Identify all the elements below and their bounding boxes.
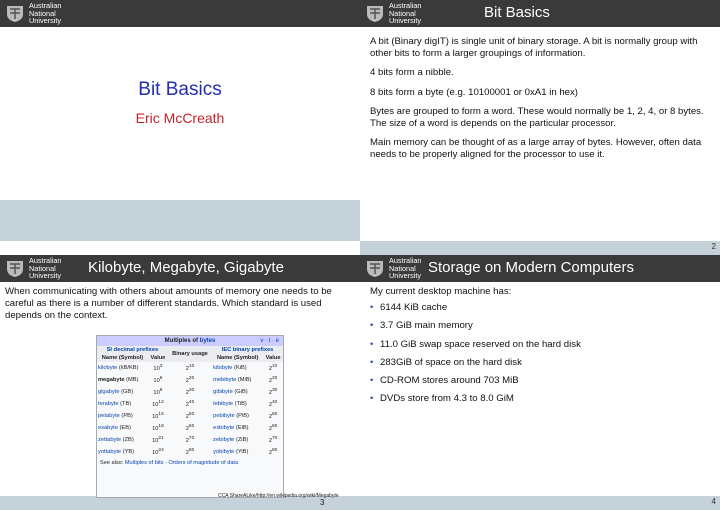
power-exponent: 50	[272, 412, 278, 418]
power-base: 10	[152, 425, 159, 432]
table-row	[97, 374, 283, 386]
power-base: 2	[268, 365, 273, 372]
presentation-title: Bit Basics	[138, 79, 222, 100]
power-exponent: 80	[188, 448, 195, 454]
list-item: • 6144 KiB cache	[370, 302, 712, 314]
power-base: 2	[185, 365, 189, 372]
col-name: Name (Symbol)	[97, 354, 148, 362]
crest-icon	[5, 3, 25, 23]
table-row	[97, 362, 283, 374]
power-cell	[168, 386, 212, 398]
paragraph: When communicating with others about amounts of memory one needs to be careful as there is a number of different standards. Which standard is used depends on the context.	[5, 286, 332, 322]
paragraph: Bytes are grouped to form a word. These would normally be 1, 2, 4, or 8 bytes. The size of a word is depends on the particular processor.	[370, 105, 704, 130]
power-exponent: 9	[159, 388, 163, 394]
slide-footer	[360, 496, 720, 510]
paragraph: A bit (Binary digIT) is single unit of binary storage. A bit is normally group with other bits to form a larger groupings of information.	[370, 36, 698, 60]
power-base: 2	[185, 437, 189, 444]
university-line: Australian	[389, 256, 422, 265]
list-item: • 3.7 GiB main memory	[370, 320, 712, 332]
slide-bit-basics	[360, 0, 720, 255]
power-cell	[263, 434, 283, 446]
prefix-link[interactable]: megabyte	[98, 377, 125, 383]
bytes-link[interactable]: bytes	[199, 338, 216, 344]
table-cell	[212, 386, 263, 398]
power-base: 2	[268, 437, 273, 444]
see-also	[97, 458, 283, 468]
power-base: 2	[268, 425, 273, 432]
power-cell	[263, 362, 283, 374]
power-cell	[263, 410, 283, 422]
power-exponent: 70	[272, 436, 278, 442]
power-exponent: 20	[272, 376, 278, 382]
see-also-label: See also:	[100, 460, 125, 466]
power-base: 10	[153, 389, 160, 396]
power-base: 10	[153, 377, 160, 384]
power-cell	[148, 398, 168, 410]
power-base: 2	[268, 449, 273, 456]
prefix-link[interactable]: yottabyte	[98, 449, 122, 455]
prefix-symbol: (YiB)	[235, 449, 249, 455]
prefix-symbol: (GiB)	[234, 389, 248, 395]
slide-body	[5, 286, 352, 330]
see-also-link[interactable]: Orders of magnitude of data	[168, 460, 239, 466]
power-base: 2	[185, 377, 189, 384]
crest-icon	[5, 258, 25, 278]
crest-icon	[365, 258, 385, 278]
power-base: 2	[185, 425, 189, 432]
table-row	[97, 410, 283, 422]
multiples-of-bytes-table	[96, 335, 284, 498]
vte-links[interactable]: v · t · e	[260, 338, 279, 344]
university-line: Australian	[29, 256, 62, 265]
university-line: Australian	[29, 1, 62, 10]
slide-heading: Bit Basics	[484, 4, 550, 21]
university-line: National	[29, 263, 56, 273]
power-base: 2	[185, 401, 189, 408]
prefix-table	[97, 346, 283, 458]
power-cell	[263, 374, 283, 386]
power-base: 10	[152, 437, 159, 444]
paragraph: 4 bits form a nibble.	[370, 67, 454, 79]
power-cell	[168, 362, 212, 374]
power-cell	[168, 398, 212, 410]
si-header: SI decimal prefixes	[97, 346, 168, 354]
power-cell	[168, 422, 212, 434]
col-value: Value	[263, 354, 283, 362]
anu-logo	[5, 257, 85, 280]
slide-header	[0, 255, 360, 282]
binary-header: Binary usage	[168, 346, 212, 362]
slide-storage	[360, 255, 720, 510]
power-base: 2	[185, 449, 189, 456]
power-exponent: 15	[158, 412, 164, 418]
bullet-list	[370, 302, 712, 405]
prefix-link[interactable]: exabyte	[98, 425, 118, 431]
table-cell	[97, 434, 148, 446]
prefix-symbol: (MiB)	[237, 377, 252, 383]
prefix-symbol: (ZiB)	[235, 437, 249, 443]
prefix-symbol: (TB)	[120, 401, 132, 407]
paragraph: 8 bits form a byte (e.g. 10100001 or 0xA1 in hex)	[370, 86, 578, 98]
power-exponent: 10	[272, 364, 278, 370]
footer-band	[0, 200, 360, 241]
crest-icon	[365, 3, 385, 23]
author-name: Eric McCreath	[135, 110, 225, 126]
table-cell	[97, 386, 148, 398]
prefix-symbol: (EB)	[119, 425, 131, 431]
power-cell	[148, 374, 168, 386]
university-line: National	[389, 263, 416, 273]
power-cell	[148, 410, 168, 422]
page-number: 4	[711, 497, 716, 506]
table-row	[97, 398, 283, 410]
table-cell	[97, 374, 148, 386]
image-caption: CCA ShareALike/http://en.wikipedia.org/wiki/Megabyte	[218, 493, 339, 499]
university-line: Australian	[389, 1, 422, 10]
power-exponent: 50	[188, 412, 195, 418]
power-cell	[148, 422, 168, 434]
university-line: University	[29, 16, 62, 26]
slide-body	[370, 286, 712, 411]
table-cell	[212, 410, 263, 422]
slide-heading: Storage on Modern Computers	[428, 259, 634, 276]
col-value: Value	[148, 354, 168, 362]
table-row	[97, 434, 283, 446]
table-cell	[97, 398, 148, 410]
table-cell	[212, 398, 263, 410]
power-base: 10	[152, 401, 159, 408]
university-line: University	[29, 271, 62, 281]
slide-header	[360, 0, 720, 27]
power-base: 2	[185, 413, 189, 420]
table-title	[97, 336, 283, 346]
power-exponent: 12	[158, 400, 164, 406]
prefix-symbol: (ZB)	[122, 437, 134, 443]
power-exponent: 18	[158, 424, 164, 430]
power-exponent: 80	[272, 448, 278, 454]
university-line: National	[29, 8, 56, 18]
col-name: Name (Symbol)	[212, 354, 263, 362]
prefix-symbol: (PB)	[121, 413, 133, 419]
table-cell	[212, 362, 263, 374]
university-line: National	[389, 8, 416, 18]
power-exponent: 10	[188, 364, 195, 370]
power-base: 10	[152, 413, 159, 420]
power-base: 10	[152, 449, 159, 456]
list-item: • 11.0 GiB swap space reserved on the hard disk	[370, 339, 712, 351]
prefix-symbol: (YB)	[122, 449, 135, 455]
prefix-link[interactable]: pebibyte	[213, 413, 235, 419]
power-cell	[263, 386, 283, 398]
power-cell	[263, 422, 283, 434]
prefix-symbol: (PiB)	[236, 413, 249, 419]
power-exponent: 70	[188, 436, 195, 442]
list-item: • DVDs store from 4.3 to 8.0 GiM	[370, 393, 712, 405]
prefix-link[interactable]: kilobyte	[98, 365, 118, 371]
power-base: 10	[153, 365, 160, 372]
prefix-link[interactable]: petabyte	[98, 413, 120, 419]
prefix-symbol: (GB)	[121, 389, 134, 395]
prefix-link[interactable]: mebibyte	[213, 377, 237, 383]
slide-footer	[360, 241, 720, 255]
prefix-link[interactable]: tebibyte	[213, 401, 234, 407]
prefix-link[interactable]: kibibyte	[213, 365, 233, 371]
table-body	[97, 362, 283, 458]
prefix-symbol: (KiB)	[234, 365, 247, 371]
paragraph: Main memory can be thought of as a large array of bytes. However, often data needs to be properly aligned for the processor to use it.	[370, 137, 702, 161]
iec-header: IEC binary prefixes	[212, 346, 283, 354]
list-item: • 283GiB of space on the hard disk	[370, 357, 712, 369]
slide-heading: Kilobyte, Megabyte, Gigabyte	[88, 259, 284, 276]
power-cell	[168, 410, 212, 422]
anu-logo	[365, 2, 445, 25]
table-title-prefix: Multiples of	[164, 338, 200, 344]
prefix-link[interactable]: terabyte	[98, 401, 119, 407]
power-base: 2	[185, 389, 189, 396]
table-cell	[212, 374, 263, 386]
power-exponent: 60	[188, 424, 195, 430]
prefix-link[interactable]: yobibyte	[213, 449, 235, 455]
list-item: • CD-ROM stores around 703 MiB	[370, 375, 712, 387]
prefix-link[interactable]: zettabyte	[98, 437, 122, 443]
see-also-link[interactable]: Multiples of bits	[124, 460, 164, 466]
university-line: University	[389, 16, 422, 26]
table-cell	[97, 410, 148, 422]
slide-header	[360, 255, 720, 282]
table-cell	[97, 422, 148, 434]
power-exponent: 30	[272, 388, 278, 394]
page-number: 2	[711, 242, 716, 251]
table-cell	[212, 434, 263, 446]
power-cell	[148, 434, 168, 446]
slide-body	[370, 36, 712, 169]
prefix-symbol: (EiB)	[235, 425, 249, 431]
power-base: 2	[268, 401, 273, 408]
table-row	[97, 422, 283, 434]
power-cell	[168, 374, 212, 386]
prefix-symbol: (kB/KB)	[118, 365, 139, 371]
power-cell	[148, 362, 168, 374]
table-row	[97, 386, 283, 398]
power-exponent: 21	[158, 436, 164, 442]
power-exponent: 24	[158, 448, 164, 454]
power-exponent: 6	[159, 376, 163, 382]
prefix-link[interactable]: gigabyte	[98, 389, 120, 395]
table-row	[97, 446, 283, 458]
paragraph: My current desktop machine has:	[370, 286, 512, 297]
table-cell	[212, 422, 263, 434]
prefix-symbol: (MB)	[126, 377, 139, 383]
power-base: 2	[268, 413, 273, 420]
power-cell	[168, 434, 212, 446]
table-cell	[212, 446, 263, 458]
page-number: 3	[320, 498, 325, 507]
power-cell	[168, 446, 212, 458]
slide-title	[0, 0, 360, 255]
prefix-link[interactable]: zebibyte	[213, 437, 235, 443]
power-exponent: 30	[188, 388, 195, 394]
university-line: University	[389, 271, 422, 281]
prefix-symbol: (TiB)	[234, 401, 247, 407]
power-cell	[148, 446, 168, 458]
power-exponent: 20	[188, 376, 195, 382]
power-cell	[263, 398, 283, 410]
power-cell	[148, 386, 168, 398]
see-also-separator: ·	[163, 460, 169, 466]
prefix-link[interactable]: gibibyte	[213, 389, 233, 395]
power-base: 2	[268, 377, 273, 384]
power-exponent: 40	[188, 400, 195, 406]
prefix-link[interactable]: exbibyte	[213, 425, 235, 431]
anu-logo	[5, 2, 85, 25]
table-cell	[97, 362, 148, 374]
power-exponent: 60	[272, 424, 278, 430]
power-base: 2	[268, 389, 273, 396]
table-cell	[97, 446, 148, 458]
power-cell	[263, 446, 283, 458]
slide-header	[0, 0, 360, 27]
power-exponent: 40	[272, 400, 278, 406]
power-exponent: 3	[159, 364, 163, 370]
